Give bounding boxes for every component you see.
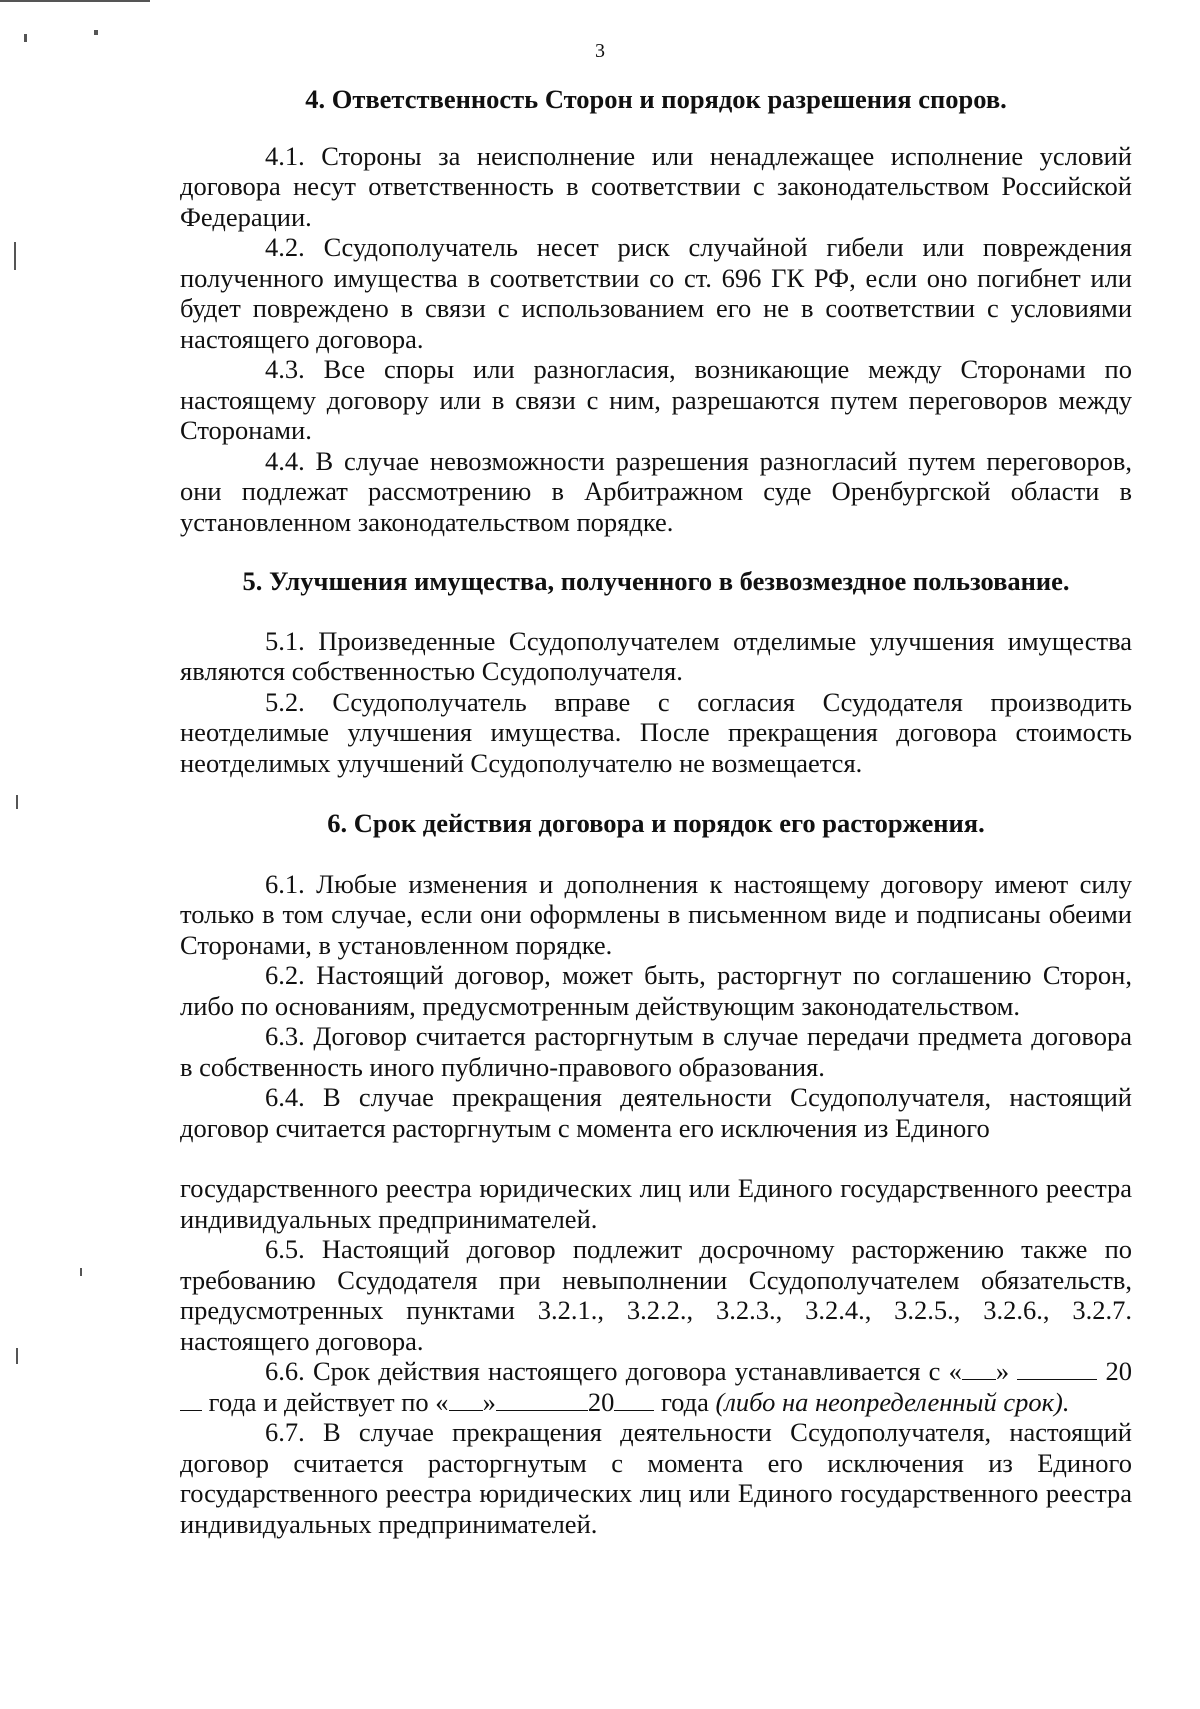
scan-edge-line [0, 0, 150, 2]
clause-6-4-continued: государственного реестра юридических лиц или Единого государственного реестра индивидуальных предпринимателей. [180, 1173, 1132, 1234]
page-number: 3 [595, 40, 605, 62]
section-4-heading: 4. Ответственность Сторон и порядок разрешения споров. [305, 84, 1007, 114]
end-year-blank [614, 1388, 654, 1411]
clause-6-5: 6.5. Настоящий договор подлежит досрочному расторжению также по требованию Ссудодателя при невыполнении Ссудополучателем обязательств, предусмотренных пунктами 3.2.1., 3.2.2., 3.2.3., 3.2.4., 3.2.5., 3.2.6., 3.2.7. настоящего договора. [180, 1234, 1132, 1356]
scan-speck [94, 30, 98, 35]
clause-6-6-middle: года и действует по « [208, 1386, 449, 1417]
start-month-blank [1017, 1357, 1097, 1380]
clause-6-1: 6.1. Любые изменения и дополнения к настоящему договору имеют силу только в том случае, если они оформлены в письменном виде и подписаны обеими Сторонами, в установленном порядке. [180, 868, 1132, 960]
clause-6-6 [180, 1356, 1132, 1417]
clause-6-6-year-1: 20 [1105, 1356, 1133, 1386]
section-6-heading: 6. Срок действия договора и порядок его расторжения. [327, 808, 985, 838]
clause-4-1: 4.1. Стороны за неисполнение или ненадлежащее исполнение условий договора несут ответственность в соответствии с законодательством Российской Федерации. [180, 140, 1132, 232]
start-year-blank [180, 1388, 202, 1411]
clause-6-6-quote-2: » [482, 1386, 496, 1417]
scan-speck [16, 795, 18, 809]
clause-6-6-tail: (либо на неопределенный срок). [715, 1386, 1070, 1417]
clause-4-4: 4.4. В случае невозможности разрешения разногласий путем переговоров, они подлежат рассмотрению в Арбитражном суде Оренбургской области в установленном законодательством порядке. [180, 445, 1132, 537]
clause-6-6-lead: 6.6. Срок действия настоящего договора устанавливается с « [265, 1356, 962, 1386]
end-day-blank [449, 1388, 483, 1411]
scan-speck [14, 242, 16, 270]
clause-4-2: 4.2. Ссудополучатель несет риск случайной гибели или повреждения полученного имущества в соответствии со ст. 696 ГК РФ, если оно погибнет или будет повреждено в связи с использованием его не в соответствии с условиями настоящего договора. [180, 232, 1132, 354]
section-5-heading: 5. Улучшения имущества, полученного в безвозмездное пользование. [242, 566, 1070, 596]
clause-6-6-year-2: 20 [587, 1386, 615, 1417]
clause-5-1: 5.1. Произведенные Ссудополучателем отделимые улучшения имущества являются собственностью Ссудополучателя. [180, 625, 1132, 686]
clause-6-7: 6.7. В случае прекращения деятельности Ссудополучателя, настоящий договор считается расторгнутым с момента его исключения из Единого государственного реестра юридических лиц или Единого государственного реестра индивидуальных предпринимателей. [180, 1417, 1132, 1539]
scan-speck [80, 1268, 82, 1276]
scan-speck [16, 1348, 18, 1364]
start-day-blank [962, 1357, 996, 1380]
clause-5-2: 5.2. Ссудополучатель вправе с согласия Ссудодателя производить неотделимые улучшения имущества. После прекращения договора стоимость неотделимых улучшений Ссудополучателю не возмещается. [180, 686, 1132, 778]
clause-6-4: 6.4. В случае прекращения деятельности Ссудополучателя, настоящий договор считается расторгнутым с момента его исключения из Единого [180, 1082, 1132, 1143]
clause-6-6-end: года [660, 1386, 709, 1417]
clause-4-3: 4.3. Все споры или разногласия, возникающие между Сторонами по настоящему договору или в связи с ним, разрешаются путем переговоров между Сторонами. [180, 354, 1132, 445]
document-body [180, 84, 1132, 1539]
clause-6-6-quote-1: » [995, 1356, 1010, 1386]
clause-6-3: 6.3. Договор считается расторгнутым в случае передачи предмета договора в собственность иного публично-правового образования. [180, 1021, 1132, 1082]
end-month-blank [496, 1388, 588, 1411]
clause-6-2: 6.2. Настоящий договор, может быть, расторгнут по соглашению Сторон, либо по основаниям, предусмотренным действующим законодательством. [180, 960, 1132, 1021]
